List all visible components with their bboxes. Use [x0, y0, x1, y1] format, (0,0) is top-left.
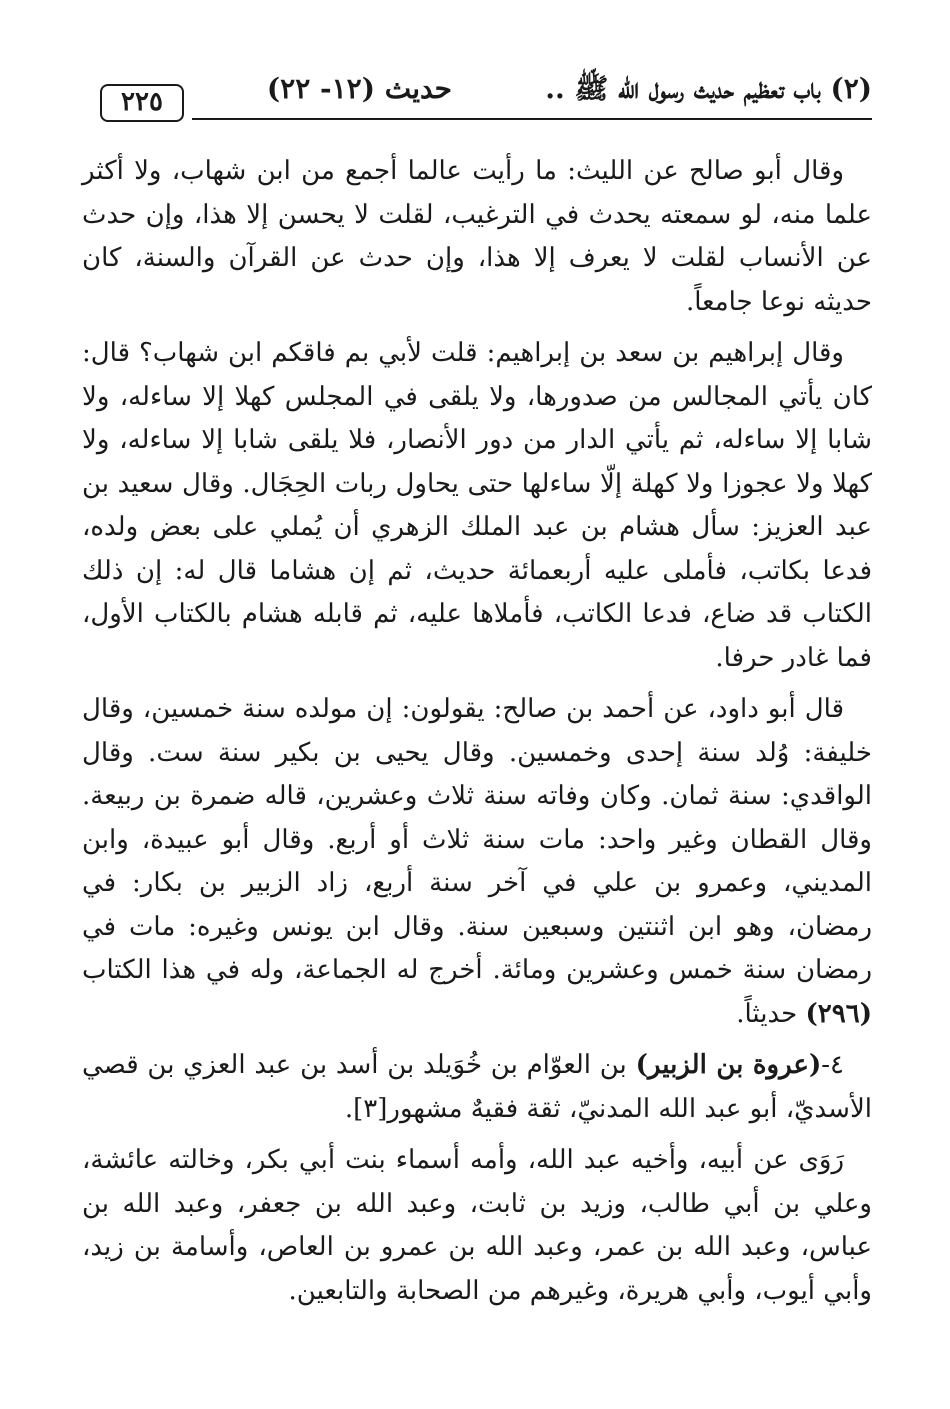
chapter-title: (٢) باب تعظيم حديث رسول الله ﷺ ..	[545, 72, 872, 105]
paragraph-birth-death	[82, 688, 872, 1036]
page-body	[82, 150, 872, 1321]
running-header	[82, 70, 872, 122]
birth-death-tail: حديثاً.	[736, 998, 798, 1029]
birth-death-text: قال أبو داود، عن أحمد بن صالح: يقولون: إن مولده سنة خمسين، وقال خليفة: وُلد سنة إحدى وخمسين. وقال يحيى بن بكير سنة ست. وقال الواقدي: سنة ثمان. وكان وفاته سنة ثلاث وعشرين، قاله ضمرة بن ربيعة. وقال القطان وغير واحد: مات سنة ثلاث أو أربع. وقال أبو عبيدة، وابن المديني، وعمرو بن علي في آخر سنة أربع، زاد الزبير بن بكار: في رمضان، وهو ابن اثنتين وسبعين سنة. وقال ابن يونس وغيره: مات في رمضان سنة خمس وعشرين ومائة. أخرج له الجماعة، وله في هذا الكتاب	[82, 694, 872, 985]
entry-4	[82, 1044, 872, 1131]
paragraph-narrators: رَوَى عن أبيه، وأخيه عبد الله، وأمه أسماء بنت أبي بكر، وخالته عائشة، وعلي بن أبي طالب، وزيد بن ثابت، وعبد الله بن جعفر، وعبد الله بن عباس، وعبد الله بن عمر، وعبد الله بن عمرو بن العاص، وأسامة بن زيد، وأبي أيوب، وأبي هريرة، وغيرهم من الصحابة والتابعين.	[82, 1145, 872, 1306]
entry-number: ٤-	[821, 1050, 845, 1080]
header-rule	[192, 118, 872, 120]
page-number: ٢٢٥	[100, 84, 184, 122]
paragraph-layth-quote: وقال أبو صالح عن الليث: ما رأيت عالما أجمع من ابن شهاب، ولا أكثر علما منه، لو سمعته يحدث في الترغيب، لقلت لا يحسن إلا هذا، وإن حدث عن الأنساب لقلت لا يعرف إلا هذا، وإن حدث عن القرآن والسنة، كان حديثه نوعا جامعاً.	[82, 156, 872, 317]
paragraph-ibrahim-quote: وقال إبراهيم بن سعد بن إبراهيم: قلت لأبي بم فاقكم ابن شهاب؟ قال: كان يأتي المجالس من صدورها، ولا يلقى في المجلس كهلا إلا ساءله، ولا شابا إلا ساءله، ثم يأتي الدار من دور الأنصار، فلا يلقى شابا إلا ساءله، ولا كهلا ولا عجوزا ولا كهلة إلّا ساءلها حتى يحاول ربات الحِجَال. وقال سعيد بن عبد العزيز: سأل هشام بن عبد الملك الزهري أن يُملي على بعض ولده، فدعا بكاتب، فأملى عليه أربعمائة حديث، ثم إن هشاما قال له: إن ذلك الكتاب قد ضاع، فدعا الكاتب، فأملاها عليه، ثم قابله هشام بالكتاب الأول، فما غادر حرفا.	[82, 338, 872, 673]
hadith-range: حديث (١٢- ٢٢)	[266, 72, 452, 105]
entry-lineage: بن العوّام بن خُوَيلد بن أسد بن عبد العزي بن قصي الأسديّ، أبو عبد الله المدنيّ، ثقة فقيهٌ مشهور[٣].	[82, 1050, 872, 1124]
entry-name: (عروة بن الزبير)	[635, 1050, 822, 1080]
hadith-count: (٢٩٦)	[805, 998, 872, 1029]
